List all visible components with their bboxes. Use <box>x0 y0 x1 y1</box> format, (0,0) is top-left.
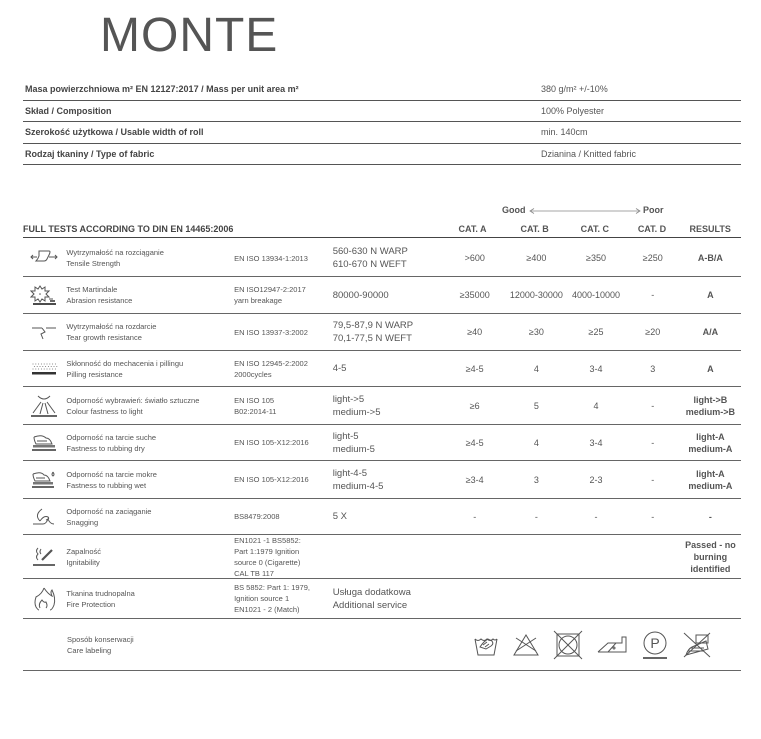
test-standard <box>234 437 333 448</box>
test-name-en: Tear growth resistance <box>66 333 142 342</box>
standard-line: 2000cycles <box>234 369 272 379</box>
col-results: RESULTS <box>689 223 731 234</box>
test-name-pl: Odporność na tarcie mokre <box>66 469 157 479</box>
tests-rows <box>23 240 741 671</box>
result-line: A/A <box>702 327 719 337</box>
spec-row-width <box>23 122 741 144</box>
fire-protection-icon <box>23 586 64 612</box>
result-line: Passed - no <box>685 539 736 550</box>
result-value <box>680 511 741 523</box>
cat-b-value: 12000-30000 <box>509 290 563 300</box>
standard-line: EN ISO 13934-1:2013 <box>234 253 308 263</box>
cat-d-value: - <box>651 400 655 411</box>
result-line: medium-A <box>688 443 733 454</box>
test-standard <box>234 284 333 306</box>
test-name-en: Ignitability <box>66 557 100 567</box>
result-value <box>680 252 741 264</box>
light-fastness-icon <box>23 394 64 418</box>
result-line: burning <box>693 551 728 562</box>
tensile-strength-icon <box>23 248 64 268</box>
cat-c-value: 2-3 <box>589 474 603 485</box>
col-cat-a: CAT. A <box>458 223 487 234</box>
result-value <box>680 289 741 301</box>
spec-row-mass <box>23 79 741 101</box>
standard-line: EN ISO 105-X12:2016 <box>234 438 309 447</box>
test-value <box>333 245 443 271</box>
value-line: 5 X <box>332 511 347 522</box>
cat-c-value: - <box>594 511 598 522</box>
result-line: A <box>707 363 714 374</box>
standard-line: EN1021 - 2 (Match) <box>234 605 300 614</box>
value-line: medium-5 <box>332 443 375 455</box>
test-standard <box>234 253 333 264</box>
care-icons <box>473 630 712 660</box>
do-not-bleach-icon <box>512 633 540 657</box>
test-value <box>333 319 443 345</box>
test-value <box>333 467 443 493</box>
standard-line: yarn breakage <box>234 296 283 305</box>
value-line: 70,1-77,5 N WEFT <box>332 333 412 344</box>
iron-low-icon <box>596 634 628 656</box>
cat-a-value: ≥4-5 <box>465 437 484 448</box>
cat-c-value: ≥25 <box>588 327 604 337</box>
test-row <box>23 535 741 579</box>
cat-b-value: 3 <box>533 474 539 485</box>
result-line: light-A <box>696 431 725 442</box>
cat-b-value: ≥400 <box>526 253 547 263</box>
test-standard <box>234 358 333 380</box>
value-line: 79,5-87,9 N WARP <box>332 320 414 331</box>
result-line: - <box>708 511 712 522</box>
test-name-en: Fastness to rubbing dry <box>66 443 145 453</box>
result-line: medium->B <box>685 406 736 417</box>
test-value <box>333 289 443 302</box>
spec-label: Masa powierzchniowa m² EN 12127:2017 / Mass per unit area m² <box>25 84 299 95</box>
standard-line: Part 1:1979 Ignition <box>234 546 300 556</box>
test-value <box>333 393 443 419</box>
test-name-en: Pilling resistance <box>66 369 123 379</box>
value-line: light-4-5 <box>332 467 368 479</box>
cat-a-value: ≥40 <box>467 327 483 337</box>
test-name-pl: Wytrzymałość na rozdarcie <box>66 322 157 331</box>
cat-d-value: - <box>651 290 655 300</box>
test-name-en: Fastness to rubbing wet <box>66 480 147 490</box>
cat-c-value: ≥350 <box>586 253 606 263</box>
spec-label: Skład / Composition <box>25 105 112 116</box>
ignitability-icon <box>23 545 64 569</box>
result-line: light->B <box>693 394 728 405</box>
result-line: medium-A <box>688 480 733 491</box>
cat-b-value: - <box>534 511 538 522</box>
cat-b-value: 4 <box>533 437 539 448</box>
standard-line: BS8479:2008 <box>234 512 280 521</box>
test-standard <box>234 395 333 417</box>
test-standard <box>234 511 333 522</box>
standard-line: B02:2014-11 <box>234 406 277 416</box>
result-line: A-B/A <box>697 253 723 263</box>
result-value <box>680 468 741 492</box>
test-row <box>23 351 741 387</box>
col-cat-b: CAT. B <box>520 223 549 234</box>
care-name-pl: Sposób konserwacji <box>67 634 134 644</box>
test-name <box>64 506 234 528</box>
result-value <box>680 394 741 418</box>
standard-line: BS 5852: Part 1: 1979, <box>234 583 310 592</box>
tests-header <box>23 220 741 238</box>
value-line: 560-630 N WARP <box>332 246 408 257</box>
test-row <box>23 314 741 351</box>
test-name-en: Abrasion resistance <box>66 296 133 305</box>
do-not-tumble-dry-icon <box>553 630 583 660</box>
result-line: light-A <box>696 468 725 479</box>
test-name <box>64 358 234 380</box>
cat-c-value: 3-4 <box>589 437 603 448</box>
spec-value: Dzianina / Knitted fabric <box>541 148 637 159</box>
test-name-pl: Test Martindale <box>66 285 118 294</box>
result-line: identified <box>690 563 731 574</box>
test-value <box>333 510 443 523</box>
cat-c-value: 4 <box>593 400 599 411</box>
cat-a-value: >600 <box>464 253 485 263</box>
test-name-en: Fire Protection <box>66 599 116 609</box>
test-name-en: Colour fastness to light <box>66 406 143 416</box>
spec-value: min. 140cm <box>541 127 588 138</box>
rubbing-dry-icon <box>23 433 64 453</box>
col-cat-c: CAT. C <box>580 223 609 234</box>
test-name-pl: Odporność na zaciąganie <box>66 506 152 516</box>
result-value <box>680 431 741 455</box>
cat-c-value: 4000-10000 <box>572 290 621 300</box>
test-name <box>64 247 234 269</box>
value-line: 610-670 N WEFT <box>332 259 407 270</box>
standard-line: EN1021 -1 BS5852: <box>234 535 301 545</box>
test-name <box>64 546 234 568</box>
test-name-pl: Odporność na tarcie suche <box>66 432 157 442</box>
standard-line: CAL TB 117 <box>234 568 274 578</box>
cat-b-value: 5 <box>533 400 539 411</box>
cat-c-value: 3-4 <box>589 363 603 374</box>
standard-line: EN ISO 105 <box>234 395 275 405</box>
do-not-wring-icon <box>682 631 712 659</box>
test-standard <box>234 327 333 338</box>
value-line: Usługa dodatkowa <box>332 586 411 598</box>
tear-icon <box>23 323 64 341</box>
test-row <box>23 277 741 314</box>
value-line: light->5 <box>332 393 365 405</box>
test-row <box>23 499 741 535</box>
test-standard <box>234 474 333 485</box>
standard-line: source 0 (Cigarette) <box>234 557 301 567</box>
cat-d-value: - <box>651 437 655 448</box>
spec-value: 100% Polyester <box>541 105 605 116</box>
scale-poor-label: Poor <box>643 205 664 215</box>
svg-text:P: P <box>650 634 660 651</box>
cat-d-value: - <box>651 511 655 522</box>
cat-b-value: 4 <box>533 363 539 374</box>
test-name <box>64 588 234 610</box>
test-row <box>23 240 741 277</box>
test-name-pl: Wytrzymałość na rozciąganie <box>66 248 164 257</box>
care-name <box>65 634 237 656</box>
spec-label: Rodzaj tkaniny / Type of fabric <box>25 148 155 159</box>
result-value <box>680 363 741 375</box>
test-value <box>333 586 443 612</box>
cat-a-value: ≥4-5 <box>465 363 484 374</box>
snagging-icon <box>23 507 64 527</box>
value-line: 4-5 <box>332 363 347 374</box>
test-row <box>23 461 741 499</box>
test-standard <box>234 535 333 579</box>
result-value <box>680 539 741 575</box>
care-labeling-row <box>23 619 741 671</box>
standard-line: EN ISO 105-X12:2016 <box>234 475 309 484</box>
test-name <box>64 284 234 306</box>
standard-line: EN ISO12947-2:2017 <box>234 285 306 294</box>
dry-clean-p-icon <box>641 630 669 660</box>
product-title: MONTE <box>100 9 279 62</box>
cat-d-value: ≥20 <box>645 327 661 337</box>
double-arrow-icon <box>529 208 641 214</box>
standard-line: EN ISO 13937-3:2002 <box>234 327 308 337</box>
cat-d-value: ≥250 <box>642 253 663 263</box>
hand-wash-icon <box>473 633 499 657</box>
cat-b-value: ≥30 <box>528 327 544 337</box>
test-value <box>333 362 443 375</box>
test-row <box>23 579 741 619</box>
result-line: A <box>707 290 714 300</box>
test-name-pl: Odporność wybrawień: światło sztuczne <box>66 395 200 405</box>
col-cat-d: CAT. D <box>637 223 667 234</box>
good-poor-scale <box>502 205 672 217</box>
cat-a-value: ≥6 <box>469 400 480 411</box>
value-line: 80000-90000 <box>332 289 389 301</box>
value-line: Additional service <box>332 599 408 611</box>
rubbing-wet-icon <box>23 470 64 490</box>
result-value <box>680 326 741 338</box>
pilling-icon <box>23 361 64 377</box>
test-row <box>23 387 741 425</box>
test-row <box>23 425 741 461</box>
test-name-pl: Zapalność <box>66 546 102 556</box>
tests-heading: FULL TESTS ACCORDING TO DIN EN 14465:2006 <box>23 223 234 234</box>
test-name <box>64 469 234 491</box>
test-value <box>333 430 443 456</box>
cat-a-value: - <box>473 511 477 522</box>
cat-a-value: ≥3-4 <box>465 474 484 485</box>
spec-value: 380 g/m² +/-10% <box>541 84 608 95</box>
value-line: medium-4-5 <box>332 480 384 492</box>
test-name <box>64 432 234 454</box>
test-name <box>64 395 234 417</box>
abrasion-icon <box>23 284 64 306</box>
test-name <box>64 321 234 343</box>
test-name-pl: Skłonność do mechacenia i pillingu <box>66 358 184 368</box>
test-name-en: Tensile Strength <box>66 259 121 268</box>
standard-line: Ignition source 1 <box>234 594 290 603</box>
test-standard <box>234 582 333 615</box>
test-name-pl: Tkanina trudnopalna <box>66 588 135 598</box>
spec-label: Szerokość użytkowa / Usable width of roll <box>25 127 204 138</box>
spec-table <box>23 79 741 165</box>
cat-d-value: 3 <box>650 363 656 374</box>
scale-good-label: Good <box>502 205 526 215</box>
test-name-en: Snagging <box>66 517 99 527</box>
standard-line: EN ISO 12945-2:2002 <box>234 358 308 368</box>
cat-a-value: ≥35000 <box>459 290 490 300</box>
care-name-en: Care labeling <box>67 645 112 655</box>
value-line: light-5 <box>332 430 359 442</box>
spec-row-composition <box>23 101 741 123</box>
value-line: medium->5 <box>332 406 381 418</box>
cat-d-value: - <box>651 474 655 485</box>
spec-row-fabric-type <box>23 144 741 166</box>
